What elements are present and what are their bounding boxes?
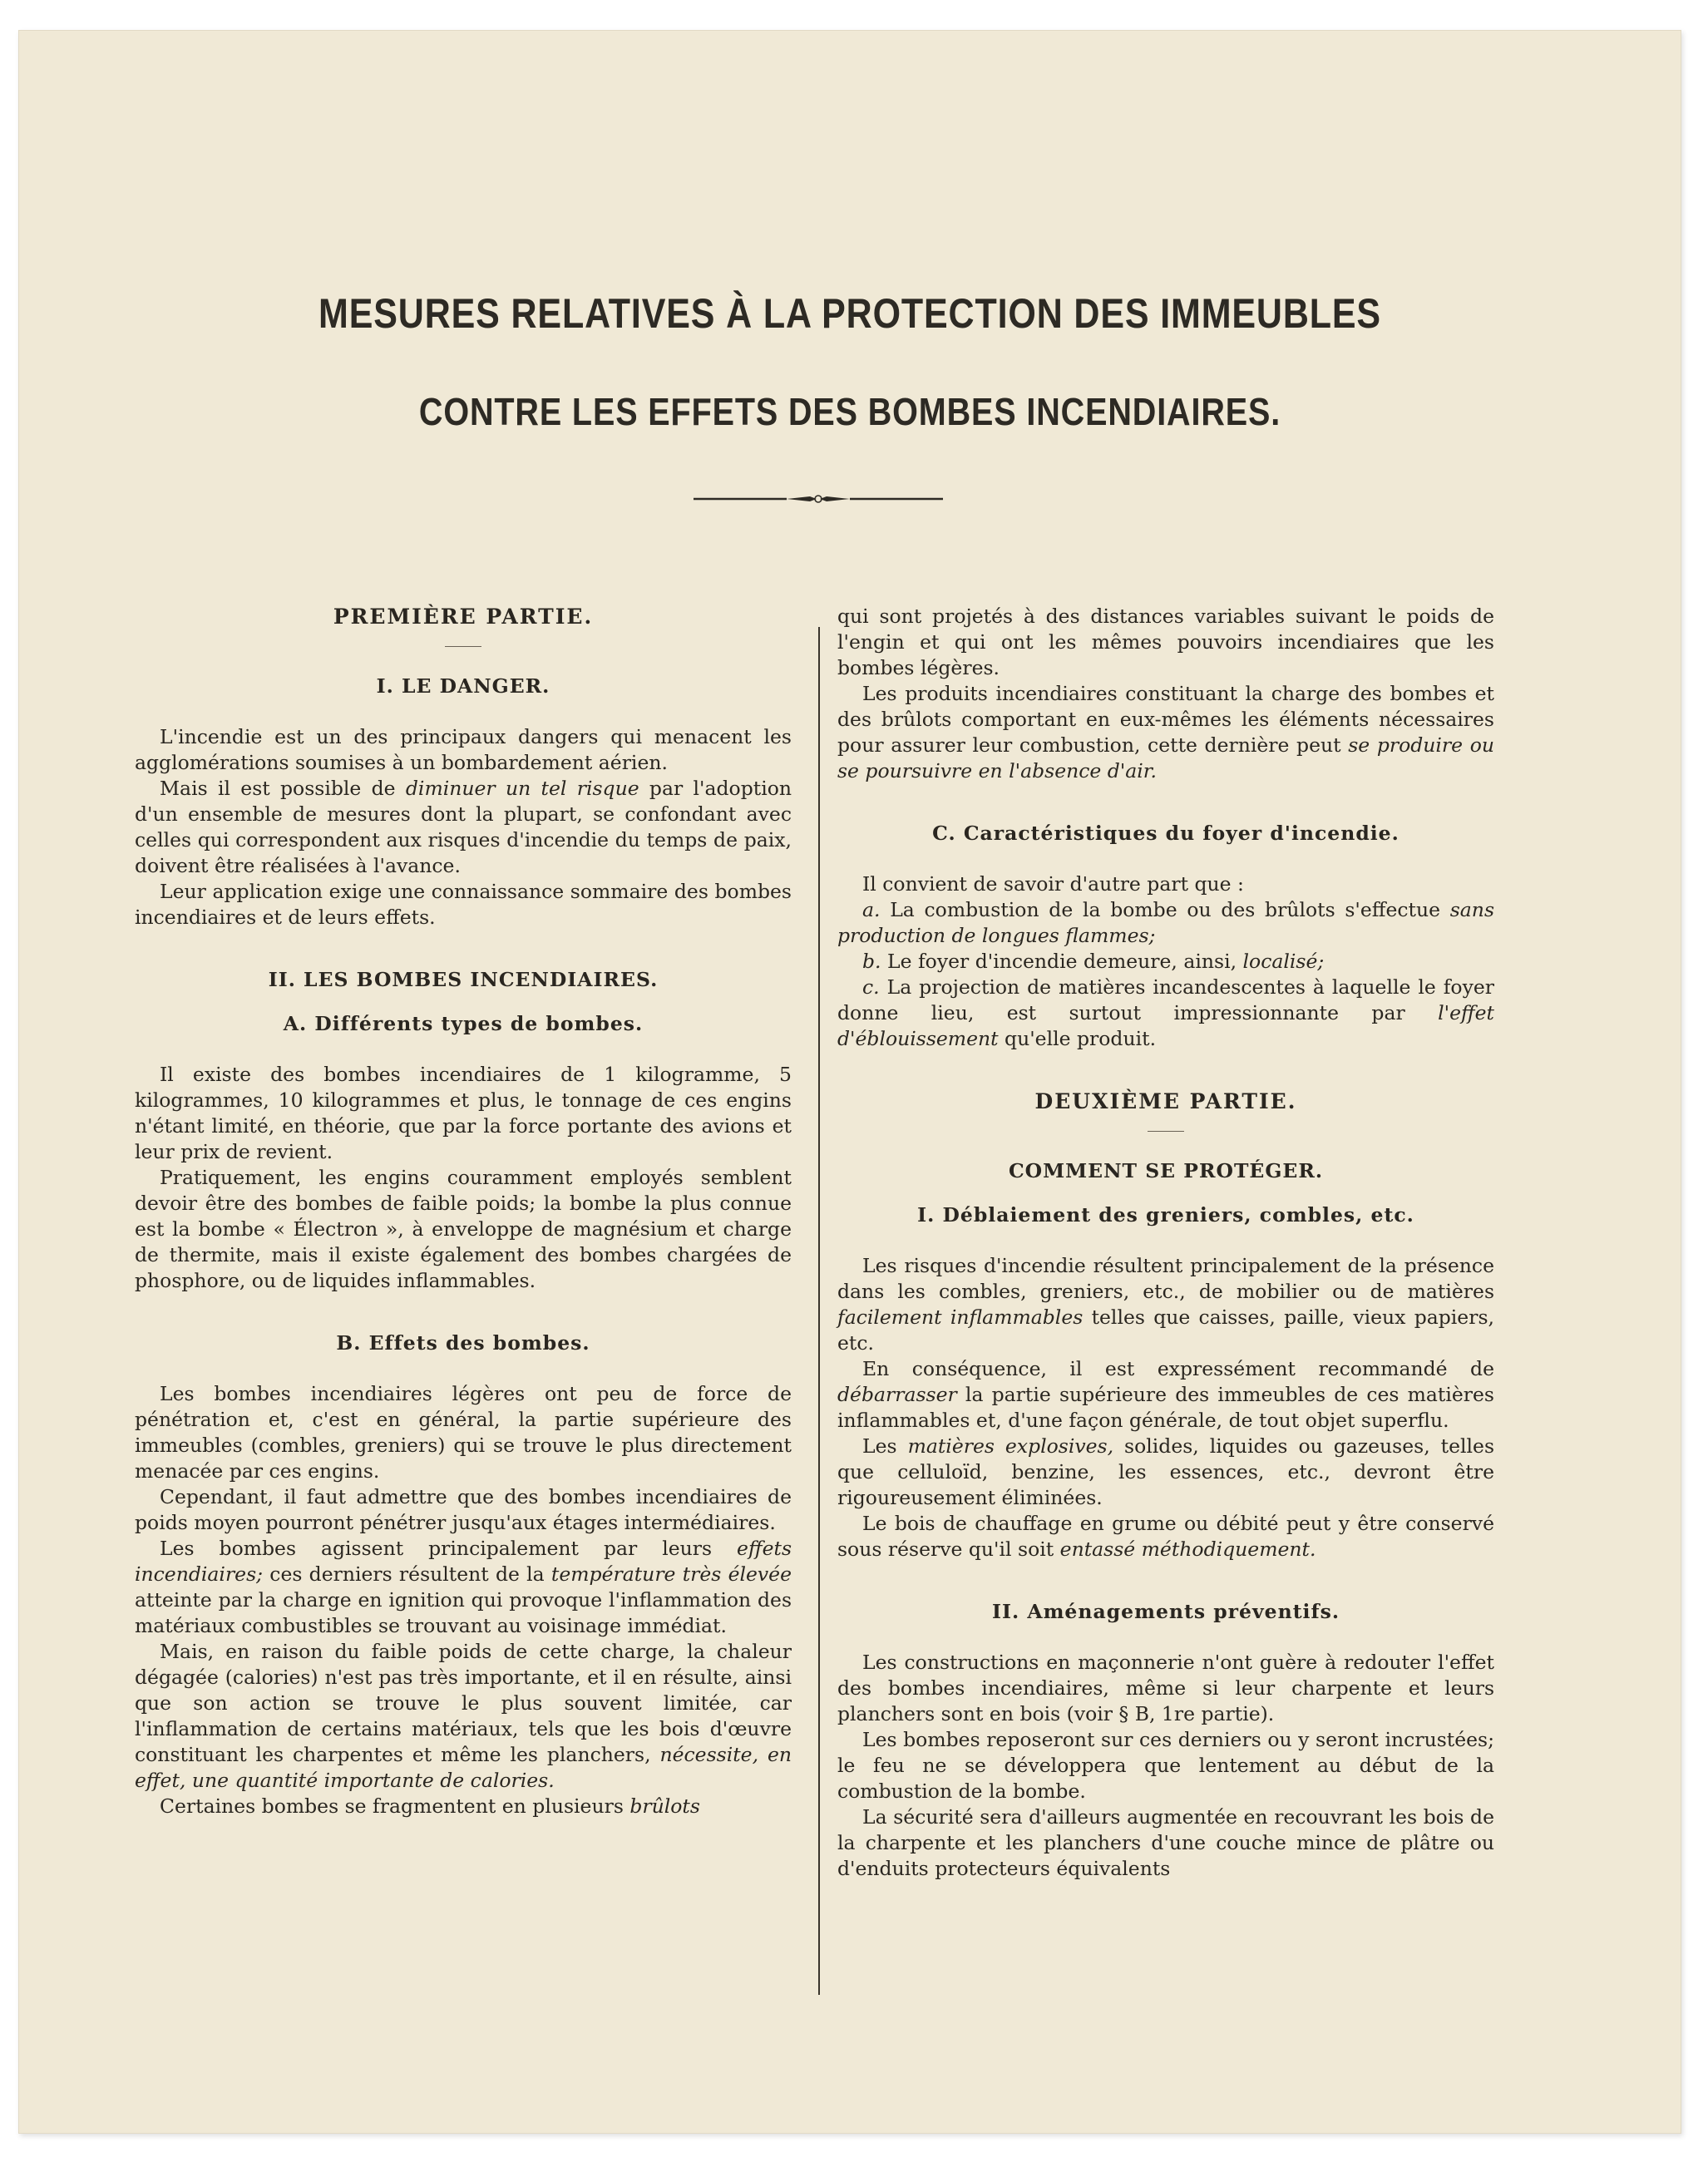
subsection-heading: A. Différents types de bombes. <box>283 1012 644 1035</box>
paragraph: Il convient de savoir d'autre part que : <box>862 872 1244 896</box>
subsection-heading: B. Effets des bombes. <box>336 1331 590 1355</box>
paragraph: Mais il est possible de diminuer un tel risque par l'adoption d'un ensemble de mesures dont la plupart, se confondant avec celles qui correspondent aux risques d'incendie du temps de paix, doivent être réalisées à l'avance. <box>135 777 792 877</box>
short-rule <box>1148 1131 1184 1132</box>
part-heading: PREMIÈRE PARTIE. <box>333 605 594 629</box>
paragraph: En conséquence, il est expressément recommandé de débarrasser la partie supérieure des immeubles de ces matières inflammables et, d'une façon générale, de tout objet superflu. <box>837 1357 1494 1432</box>
subsection-heading: II. Aménagements préventifs. <box>991 1600 1340 1623</box>
paragraph: Les produits incendiaires constituant la charge des bombes et des brûlots comportant en eux-mêmes les éléments nécessaires pour assurer leur combustion, cette dernière peut se produire ou se poursuivre en l'absence d'air. <box>837 682 1494 782</box>
paragraph: Cependant, il faut admettre que des bombes incendiaires de poids moyen pourront pénétrer jusqu'aux étages intermédiaires. <box>135 1485 792 1534</box>
short-rule <box>445 646 481 647</box>
paragraph: Les bombes agissent principalement par leurs effets incendiaires; ces derniers résultent de la température très élevée atteinte par la charge en ignition qui provoque l'inflammation des matériaux combustibles se trouvant au voisinage immédiat. <box>135 1537 792 1637</box>
paragraph: Les bombes reposeront sur ces derniers ou y seront incrustées; le feu ne se développera que lentement au début de la combustion de la bombe. <box>837 1728 1494 1803</box>
list-item: a. La combustion de la bombe ou des brûlots s'effectue sans production de longues flammes; <box>837 898 1494 947</box>
paragraph: Pratiquement, les engins couramment employés semblent devoir être des bombes de faible poids; la bombe la plus connue est la bombe « Électron », à enveloppe de magnésium et charge de thermite, mais il existe également des bombes chargées de phosphore, ou de liquides inflammables. <box>135 1166 792 1292</box>
right-column <box>837 604 1494 1882</box>
paragraph: Les risques d'incendie résultent principalement de la présence dans les combles, greniers, etc., de mobilier ou de matières facilement inflammables telles que caisses, paille, vieux papiers, etc. <box>837 1254 1494 1355</box>
section-heading: I. LE DANGER. <box>376 674 550 698</box>
column-divider <box>818 627 820 1995</box>
paragraph: Leur application exige une connaissance sommaire des bombes incendiaires et de leurs effets. <box>135 880 792 929</box>
document-subtitle: CONTRE LES EFFETS DES BOMBES INCENDIAIRES. <box>418 390 1281 433</box>
document-title: MESURES RELATIVES À LA PROTECTION DES IMMEUBLES <box>318 290 1381 337</box>
paragraph: Les matières explosives, solides, liquides ou gazeuses, telles que celluloïd, benzine, les essences, etc., devront être rigoureusement éliminées. <box>837 1434 1494 1509</box>
section-heading: COMMENT SE PROTÉGER. <box>1008 1159 1324 1182</box>
paragraph: qui sont projetés à des distances variables suivant le poids de l'engin et qui ont les mêmes pouvoirs incendiaires que les bombes légères. <box>837 605 1494 679</box>
ornamental-rule-icon <box>694 492 943 506</box>
paper-sheet <box>18 30 1681 2134</box>
paragraph: Certaines bombes se fragmentent en plusieurs brûlots <box>160 1794 700 1818</box>
paragraph: Mais, en raison du faible poids de cette charge, la chaleur dégagée (calories) n'est pas très importante, et il en résulte, ainsi que son action se trouve le plus souvent limitée, car l'inflammation de certains matériaux, tels que les bois d'œuvre constituant les charpentes et même les planchers, nécessite, en effet, une quantité importante de calories. <box>135 1640 792 1792</box>
paragraph: Les constructions en maçonnerie n'ont guère à redouter l'effet des bombes incendiaires, même si leur charpente et leurs planchers sont en bois (voir § B, 1re partie). <box>837 1651 1494 1725</box>
subsection-heading: I. Déblaiement des greniers, combles, etc. <box>917 1203 1414 1227</box>
section-heading: II. LES BOMBES INCENDIAIRES. <box>268 968 659 991</box>
paragraph: Les bombes incendiaires légères ont peu de force de pénétration et, c'est en général, la partie supérieure des immeubles (combles, greniers) qui se trouve le plus directement menacée par ces engins. <box>135 1382 792 1483</box>
subsection-heading: C. Caractéristiques du foyer d'incendie. <box>932 822 1399 845</box>
paragraph: La sécurité sera d'ailleurs augmentée en recouvrant les bois de la charpente et les planchers d'une couche mince de plâtre ou d'enduits protecteurs équivalents <box>837 1805 1494 1880</box>
left-column <box>135 604 792 1819</box>
list-item: c. La projection de matières incandescentes à laquelle le foyer donne lieu, est surtout impressionnante par l'effet d'éblouissement qu'elle produit. <box>837 975 1494 1050</box>
paragraph: L'incendie est un des principaux dangers qui menacent les agglomérations soumises à un bombardement aérien. <box>135 725 792 774</box>
part-heading: DEUXIÈME PARTIE. <box>1034 1089 1297 1113</box>
paragraph: Il existe des bombes incendiaires de 1 kilogramme, 5 kilogrammes, 10 kilogrammes et plus, le tonnage de ces engins n'étant limité, en théorie, que par la force portante des avions et leur prix de revient. <box>135 1063 792 1163</box>
paragraph: Le bois de chauffage en grume ou débité peut y être conservé sous réserve qu'il soit entassé méthodiquement. <box>837 1512 1494 1561</box>
list-item: b. Le foyer d'incendie demeure, ainsi, localisé; <box>862 950 1325 973</box>
